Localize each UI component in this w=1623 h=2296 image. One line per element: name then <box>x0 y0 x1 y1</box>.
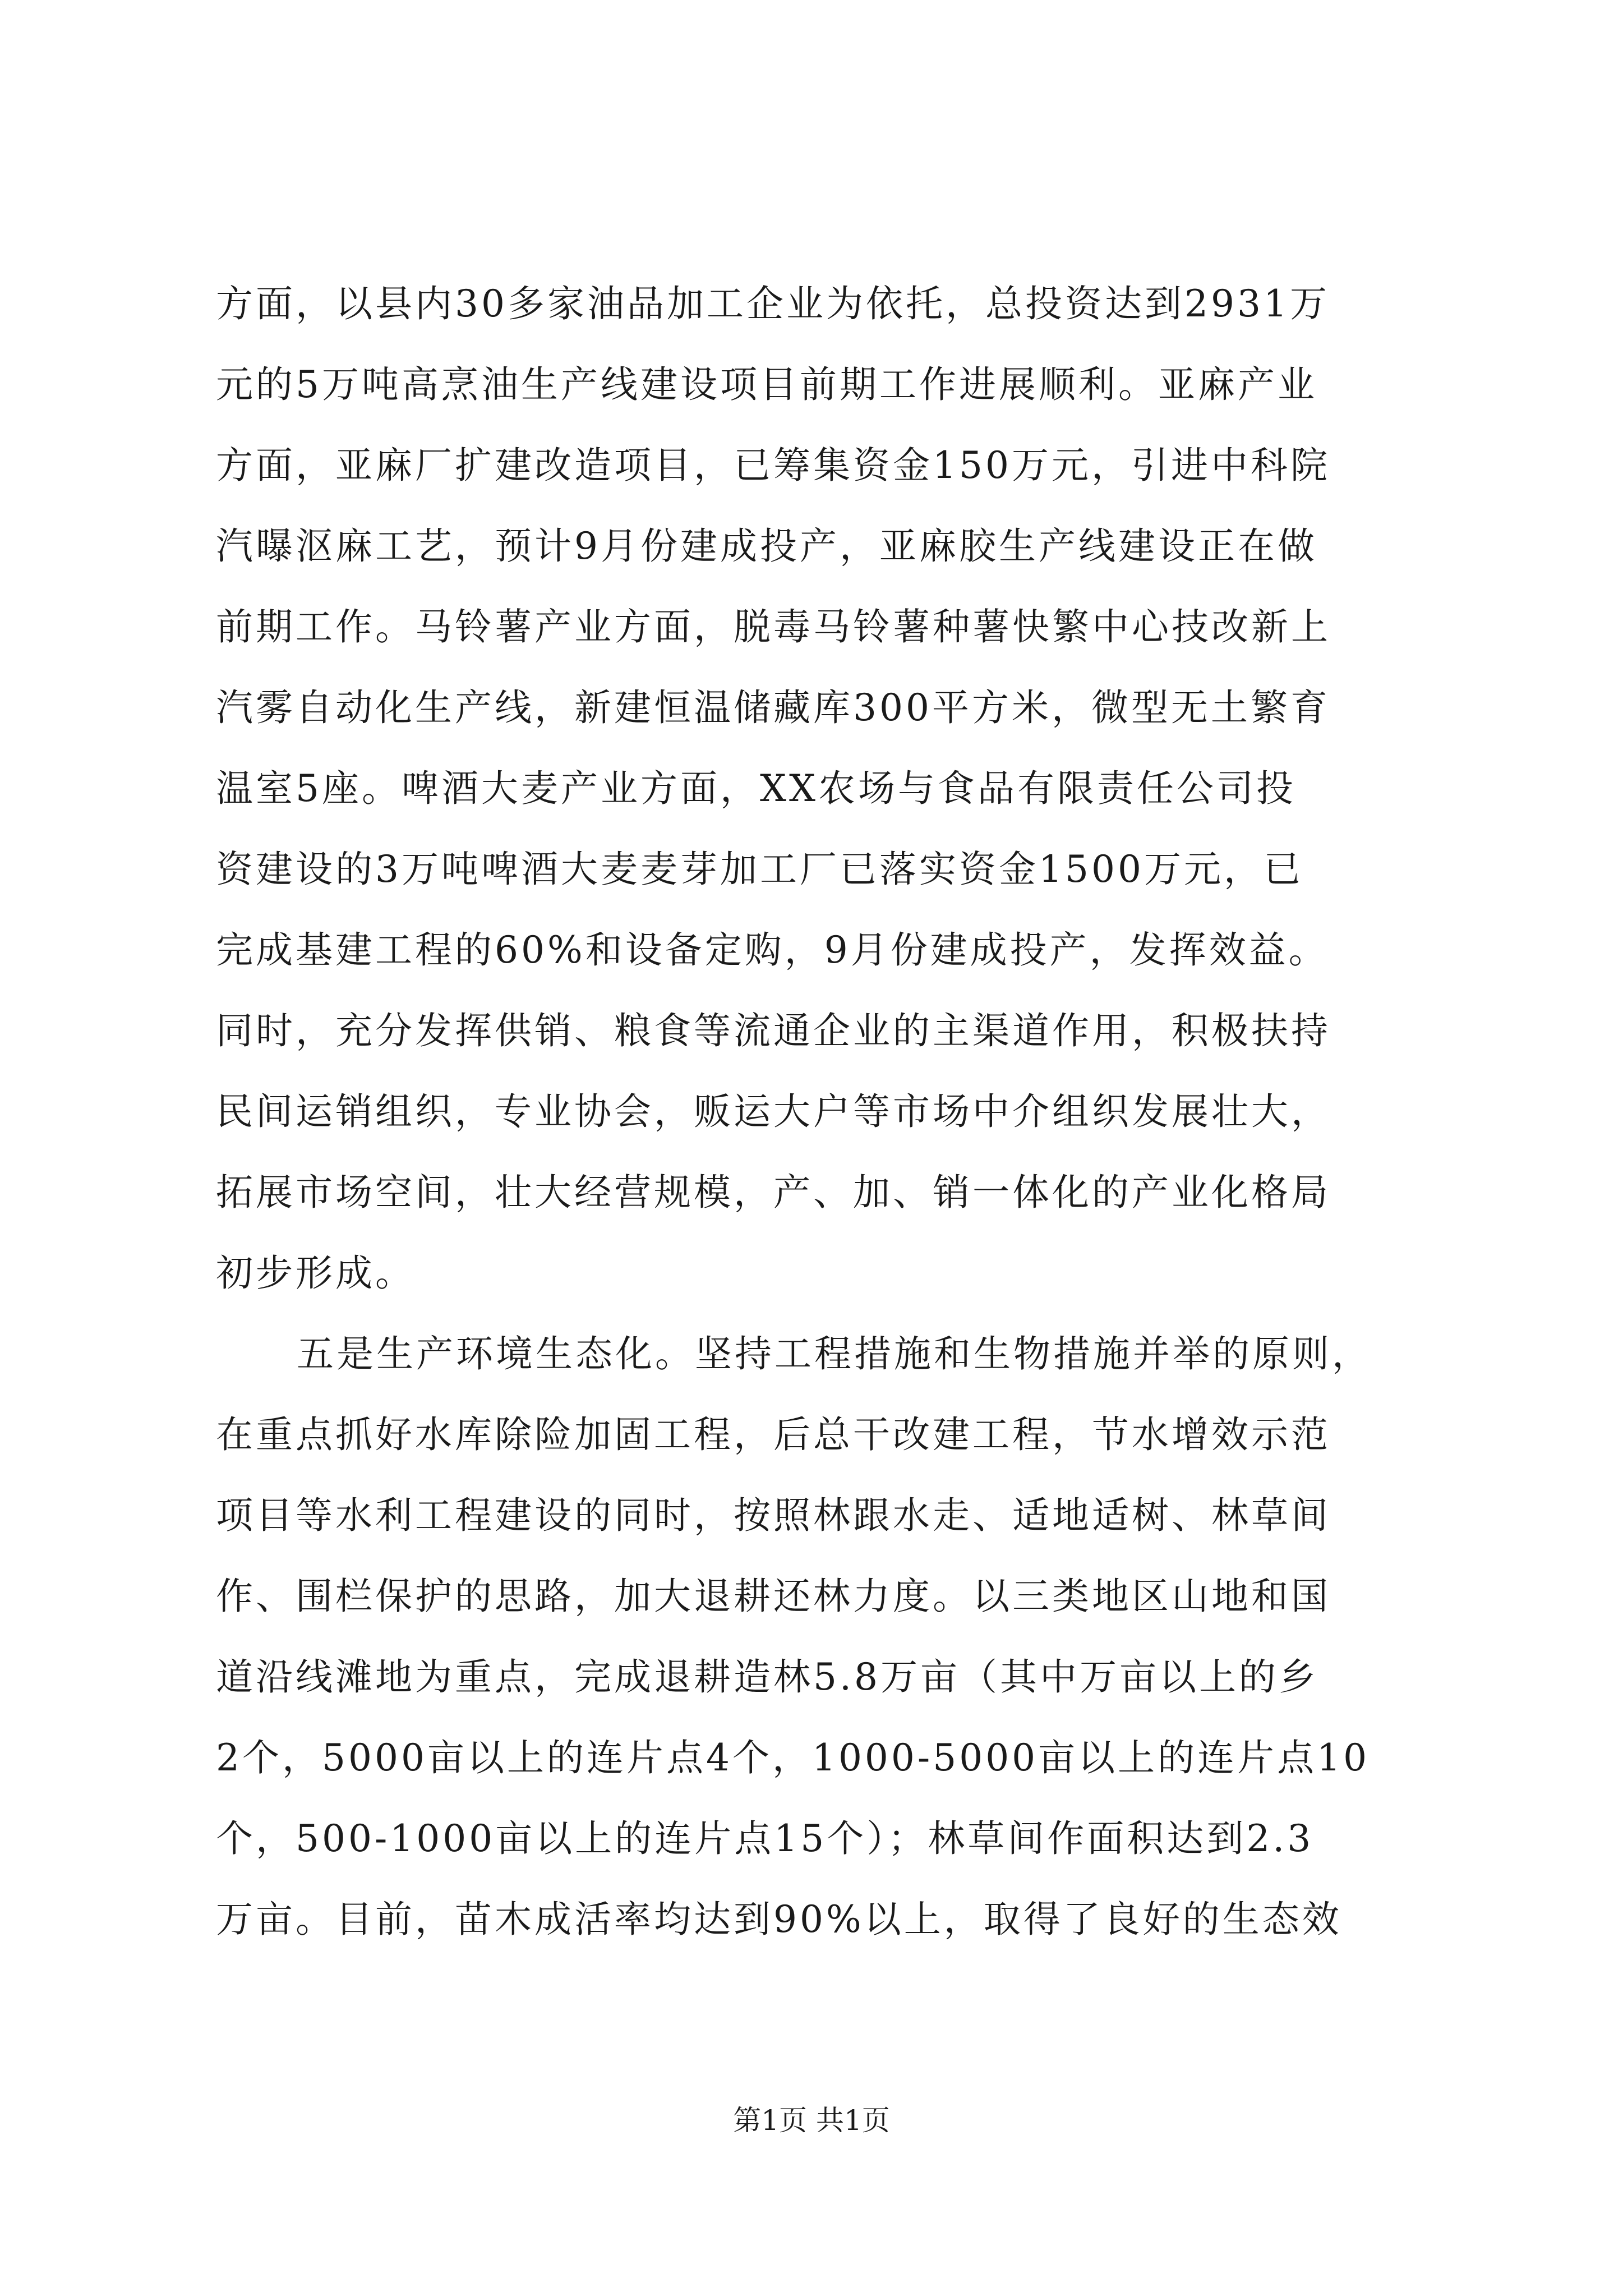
text-line: 项目等水利工程建设的同时，按照林跟水走、适地适树、林草间 <box>216 1494 1331 1537</box>
text-line: 万亩。目前，苗木成活率均达到90%以上，取得了良好的生态效 <box>216 1898 1342 1941</box>
text-line: 元的5万吨高烹油生产线建设项目前期工作进展顺利。亚麻产业 <box>216 363 1317 406</box>
text-line: 方面，亚麻厂扩建改造项目，已筹集资金150万元，引进中科院 <box>216 444 1330 487</box>
text-line: 拓展市场空间，壮大经营规模，产、加、销一体化的产业化格局 <box>216 1171 1331 1214</box>
text-line: 个，500-1000亩以上的连片点15个）；林草间作面积达到2.3 <box>216 1817 1314 1860</box>
text-line: 同时，充分发挥供销、粮食等流通企业的主渠道作用，积极扶持 <box>216 1009 1331 1052</box>
page-number-label: 第1页 共1页 <box>733 2104 890 2137</box>
text-line: 完成基建工程的60%和设备定购，9月份建成投产，发挥效益。 <box>216 928 1329 972</box>
text-line: 初步形成。 <box>216 1251 415 1295</box>
text-line: 在重点抓好水库除险加固工程，后总干改建工程，节水增效示范 <box>216 1413 1331 1456</box>
text-line: 2个，5000亩以上的连片点4个，1000-5000亩以上的连片点10 <box>216 1736 1370 1779</box>
paragraph-first-line: 五是生产环境生态化。坚持工程措施和生物措施并举的原则， <box>297 1332 1372 1375</box>
text-line: 温室5座。啤酒大麦产业方面，XX农场与食品有限责任公司投 <box>216 767 1296 810</box>
page-footer <box>0 2101 1623 2140</box>
text-line: 前期工作。马铃薯产业方面，脱毒马铃薯种薯快繁中心技改新上 <box>216 605 1331 648</box>
text-line: 汽曝沤麻工艺，预计9月份建成投产，亚麻胶生产线建设正在做 <box>216 524 1317 568</box>
text-line: 作、围栏保护的思路，加大退耕还林力度。以三类地区山地和国 <box>216 1575 1331 1618</box>
text-line: 方面，以县内30多家油品加工企业为依托，总投资达到2931万 <box>216 282 1330 325</box>
document-body <box>216 264 1422 1960</box>
text-line: 民间运销组织，专业协会，贩运大户等市场中介组织发展壮大， <box>216 1090 1331 1133</box>
text-line: 汽雾自动化生产线，新建恒温储藏库300平方米，微型无土繁育 <box>216 686 1330 729</box>
text-line: 资建设的3万吨啤酒大麦麦芽加工厂已落实资金1500万元，已 <box>216 848 1303 891</box>
text-line: 道沿线滩地为重点，完成退耕造林5.8万亩（其中万亩以上的乡 <box>216 1655 1318 1699</box>
